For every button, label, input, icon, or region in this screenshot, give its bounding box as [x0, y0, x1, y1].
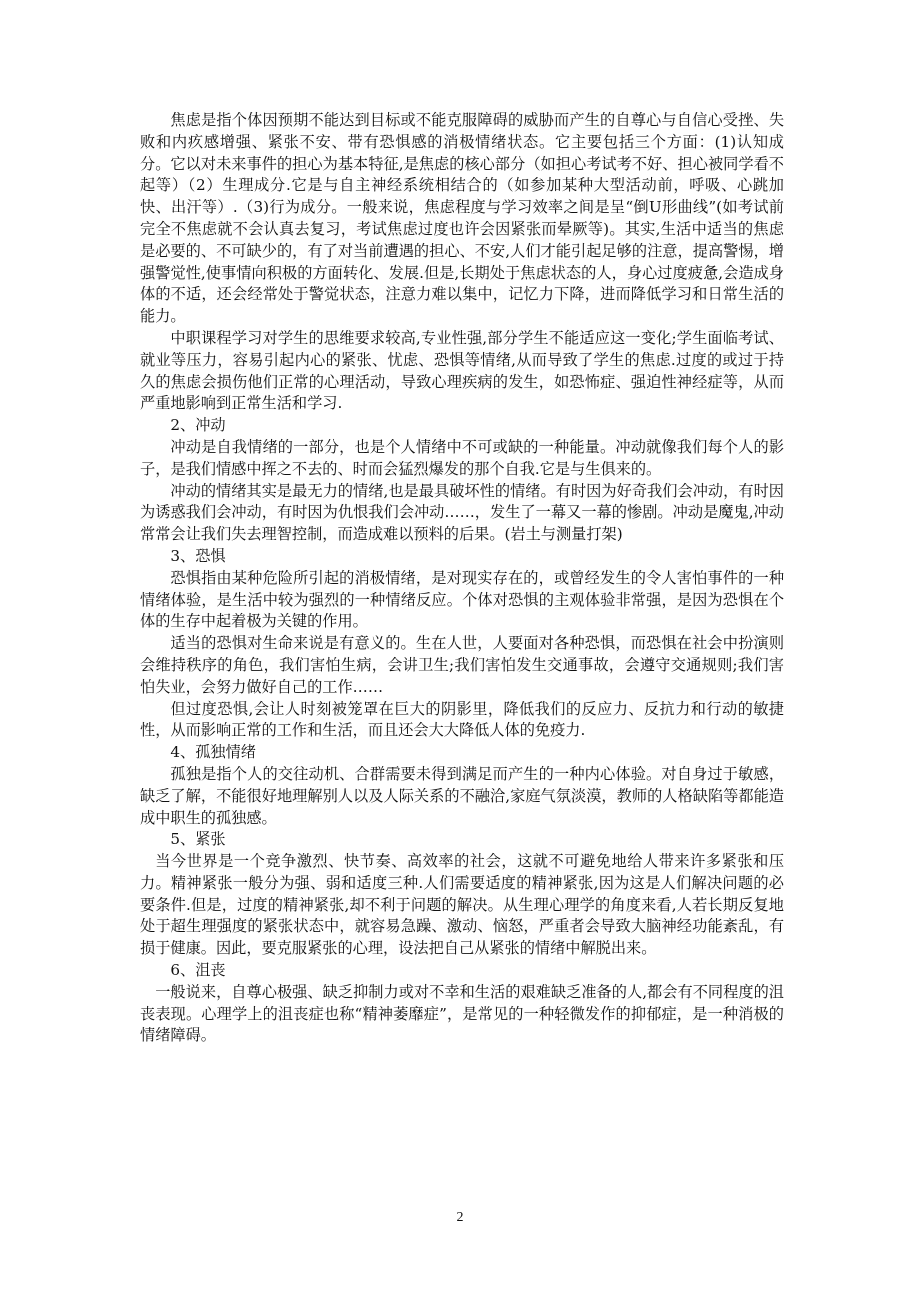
paragraph-fear-2: 适当的恐惧对生命来说是有意义的。生在人世，人要面对各种恐惧，而恐惧在社会中扮演则会维持秩序的角色，我们害怕生病，会讲卫生;我们害怕发生交通事故，会遵守交通规则;我们害怕失业，会努力做好自己的工作……: [140, 634, 784, 696]
paragraph-depression: 一般说来，自尊心极强、缺乏抑制力或对不幸和生活的艰难缺乏准备的人,都会有不同程度的沮丧表现。心理学上的沮丧症也称“精神萎靡症”，是常见的一种轻微发作的抑郁症，是一种消极的情绪障碍。: [140, 982, 784, 1045]
paragraph-anxiety-intro: 焦虑是指个体因预期不能达到目标或不能克服障碍的威胁而产生的自尊心与自信心受挫、失败和内疚感增强、紧张不安、带有恐惧感的消极情绪状态。它主要包括三个方面：(1)认知成分。它以对未来事件的担心为基本特征,是焦虑的核心部分（如担心考试考不好、担心被同学看不起等）（2）生理成分.它是与自主神经系统相结合的（如参加某种大型活动前，呼吸、心跳加快、出汗等）.（3)行为成分。一般来说，焦虑程度与学习效率之间是呈“倒U形曲线”(如考试前完全不焦虑就不会认真去复习，考试焦虑过度也许会因紧张而晕厥等)。其实,生活中适当的焦虑是必要的、不可缺少的，有了对当前遭遇的担心、不安,人们才能引起足够的注意，提高警惕，增强警觉性,使事情向积极的方面转化、发展.但是,长期处于焦虑状态的人，身心过度疲惫,会造成身体的不适，还会经常处于警觉状态，注意力难以集中，记忆力下降，进而降低学习和日常生活的能力。: [140, 111, 784, 326]
heading-depression: 6、沮丧: [170, 961, 226, 980]
heading-tension: 5、紧张: [170, 830, 226, 849]
heading-fear: 3、恐惧: [170, 546, 226, 565]
document-body: [140, 110, 784, 1047]
paragraph-loneliness: 孤独是指个人的交往动机、合群需要未得到满足而产生的一种内心体验。对自身过于敏感，缺乏了解，不能很好地理解别人以及人际关系的不融洽,家庭气氛淡漠，教师的人格缺陷等都能造成中职生的孤独感。: [140, 764, 784, 827]
paragraph-fear-3: 但过度恐惧,会让人时刻被笼罩在巨大的阴影里，降低我们的反应力、反抗力和行动的敏捷性，从而影响正常的工作和生活，而且还会大大降低人体的免疫力.: [140, 699, 784, 740]
page-number: 2: [456, 1210, 464, 1225]
paragraph-impulse-2: 冲动的情绪其实是最无力的情绪,也是最具破坏性的情绪。有时因为好奇我们会冲动，有时因为诱惑我们会冲动，有时因为仇恨我们会冲动……，发生了一幕又一幕的惨剧。冲动是魔鬼,冲动常常会让我们失去理智控制，而造成难以预料的后果。(岩土与测量打架): [140, 481, 784, 544]
paragraph-fear-1: 恐惧指由某种危险所引起的消极情绪，是对现实存在的，或曾经发生的令人害怕事件的一种情绪体验，是生活中较为强烈的一种情绪反应。个体对恐惧的主观体验非常强，是因为恐惧在个体的生存中起着极为关键的作用。: [140, 568, 784, 631]
paragraph-anxiety-vocational: 中职课程学习对学生的思维要求较高,专业性强,部分学生不能适应这一变化;学生面临考试、就业等压力，容易引起内心的紧张、忧虑、恐惧等情绪,从而导致了学生的焦虑.过度的或过于持久的焦虑会损伤他们正常的心理活动，导致心理疾病的发生，如恐怖症、强迫性神经症等，从而严重地影响到正常生活和学习.: [140, 328, 784, 413]
paragraph-impulse-1: 冲动是自我情绪的一部分，也是个人情绪中不可或缺的一种能量。冲动就像我们每个人的影子，是我们情感中挥之不去的、时而会猛烈爆发的那个自我.它是与生俱来的。: [140, 437, 784, 478]
heading-loneliness: 4、孤独情绪: [170, 743, 256, 762]
heading-impulse: 2、冲动: [170, 416, 226, 435]
paragraph-tension: 当今世界是一个竞争激烈、快节奏、高效率的社会，这就不可避免地给人带来许多紧张和压力。精神紧张一般分为强、弱和适度三种.人们需要适度的精神紧张,因为这是人们解决问题的必要条件.但是，过度的精神紧张,却不利于问题的解决。从生理心理学的角度来看,人若长期反复地处于超生理强度的紧张状态中，就容易急躁、激动、恼怒，严重者会导致大脑神经功能紊乱，有损于健康。因此，要克服紧张的心理，设法把自己从紧张的情绪中解脱出来。: [140, 852, 784, 958]
